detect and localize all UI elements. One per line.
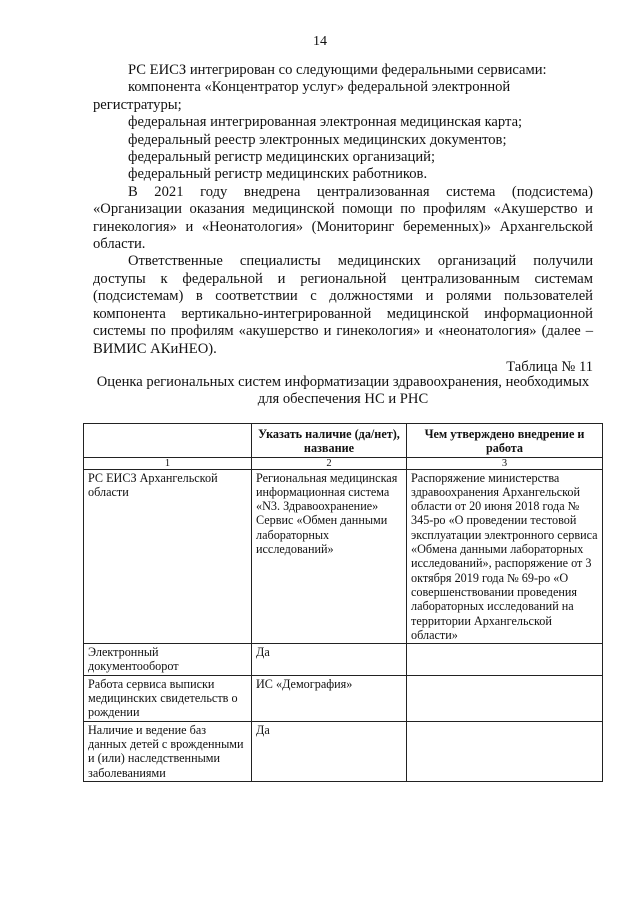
table-label: Таблица № 11 [506, 358, 593, 375]
table-cell: Наличие и ведение баз данных детей с врожденными и (или) наследственными заболеваниями [84, 721, 252, 781]
table-row [84, 644, 603, 676]
table-cell: Распоряжение министерства здравоохранения Архангельской области от 20 июня 2018 года № 345-ро «О проведении тестовой эксплуатации электронного сервиса «Обмена данными лабораторных исследований», распоряжение от 3 октября 2019 года № 69-ро «О совершенствовании проведения лабораторных исследований на территории Архангельской области» [407, 469, 603, 644]
assessment-table [83, 423, 603, 782]
table-cell: Работа сервиса выписки медицинских свидетельств о рождении [84, 675, 252, 721]
column-number: 2 [252, 457, 407, 469]
table-row [84, 675, 603, 721]
table-header-cell [84, 424, 252, 458]
services-intro: РС ЕИСЗ интегрирован со следующими федеральными сервисами: [128, 62, 547, 78]
table-cell: Да [252, 644, 407, 676]
table-cell: Электронный документооборот [84, 644, 252, 676]
table-row [84, 469, 603, 644]
column-number: 1 [84, 457, 252, 469]
service-item: федеральный регистр медицинских работников. [128, 166, 428, 183]
body-text [93, 62, 593, 376]
page-number: 14 [313, 34, 327, 49]
service-item: компонента «Концентратор услуг» федеральной электронной регистратуры; [93, 79, 511, 113]
table-cell: Региональная медицинская информационная система «N3. Здравоохранение» Сервис «Обмен данными лабораторных исследований» [252, 469, 407, 644]
table-header-cell: Указать наличие (да/нет), название [252, 424, 407, 458]
paragraph-specialists: Ответственные специалисты медицинских организаций получили доступы к федеральной и региональной централизованным системам (подсистемам) в соответствии с должностями и ролями пользователей компонента вертикально-интегрированной медицинской информационной системы по профилям «акушерство и гинекология» и «неонатология» (далее – ВИМИС АКиНЕО). [93, 253, 593, 357]
column-number: 3 [407, 457, 603, 469]
table-cell [407, 721, 603, 781]
table-header-row [84, 424, 603, 458]
table-cell [407, 675, 603, 721]
service-item: федеральная интегрированная электронная медицинская карта; [128, 114, 523, 131]
column-number-row [84, 457, 603, 469]
table-cell: Да [252, 721, 407, 781]
service-item: федеральный реестр электронных медицинских документов; [128, 131, 507, 148]
table-cell: РС ЕИСЗ Архангельской области [84, 469, 252, 644]
paragraph-2021: В 2021 году внедрена централизованная система (подсистема) «Организации оказания медицинской помощи по профилям «Акушерство и гинекология» и «Неонатология» (Мониторинг беременных)» Архангельской области. [93, 183, 593, 253]
table-caption: Оценка региональных систем информатизации здравоохранения, необходимых для обеспечения НС и РНС [96, 374, 590, 408]
table-header-cell: Чем утверждено внедрение и работа [407, 424, 603, 458]
table-row [84, 721, 603, 781]
service-item: федеральный регистр медицинских организаций; [128, 149, 436, 166]
table-cell: ИС «Демография» [252, 675, 407, 721]
table-cell [407, 644, 603, 676]
